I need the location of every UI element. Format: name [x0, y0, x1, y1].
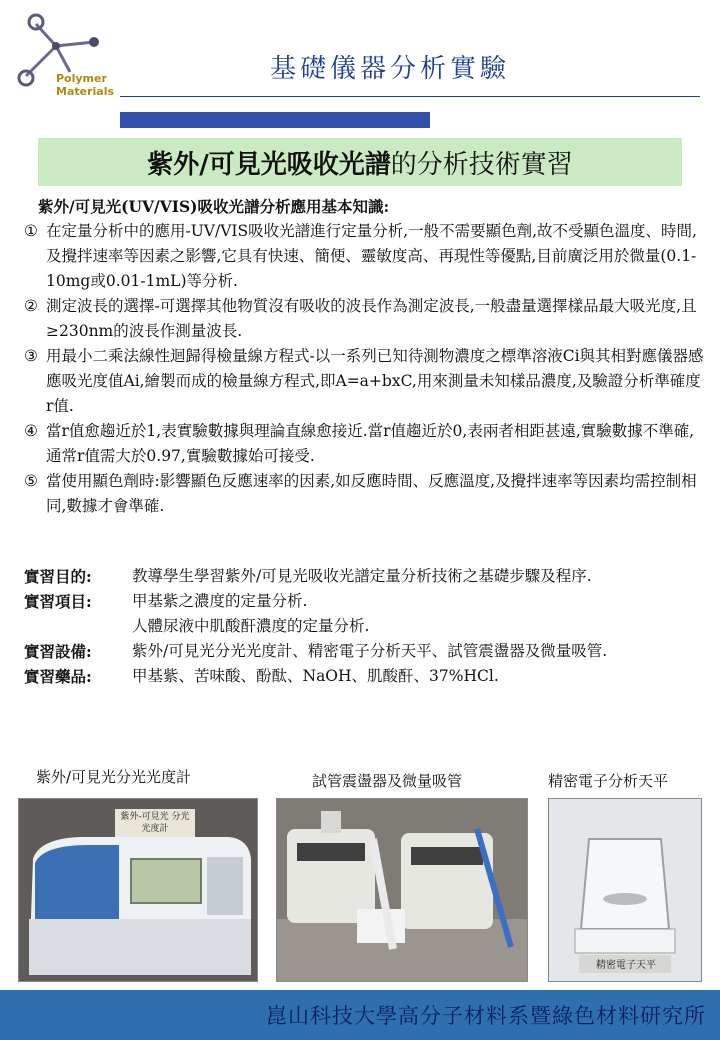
caption-spectrophotometer: 紫外/可見光分光光度計 — [36, 768, 192, 786]
knowledge-item — [24, 294, 704, 344]
knowledge-item — [24, 219, 704, 294]
balance-photo — [548, 798, 702, 982]
info-purpose — [24, 564, 704, 589]
info-value — [132, 639, 704, 664]
item-text: 當r值愈趨近於1,表實驗數據與理論直線愈接近.當r值趨近於0,表兩者相距甚遠,實驗數據不準確,通常r值需大於0.97,實驗數據始可接受. — [46, 422, 695, 465]
page-title: 基礎儀器分析實驗 — [269, 54, 510, 84]
balance-tag: 精密電子天平 — [596, 960, 656, 971]
info-label: 實習項目: — [24, 592, 92, 611]
info-value — [132, 664, 704, 689]
course-info — [24, 564, 704, 689]
spectrophotometer-photo — [18, 798, 258, 982]
logo-text — [56, 72, 114, 98]
info-label: 實習設備: — [24, 642, 92, 661]
item-number: ① — [24, 222, 38, 240]
info-reagents — [24, 664, 704, 689]
info-line: 甲基紫、苦味酸、酚酞、NaOH、肌酸酐、37%HCl. — [132, 667, 499, 685]
info-line: 甲基紫之濃度的定量分析. — [132, 592, 308, 610]
info-label: 實習藥品: — [24, 667, 92, 686]
knowledge-item — [24, 469, 704, 519]
item-text: 在定量分析中的應用-UV/VIS吸收光譜進行定量分析,一般不需要顯色劑,故不受顯色溫度、時間,及攪拌速率等因素之影響,它具有快速、簡便、靈敏度高、再現性等優點,目前廣泛用於微量(0.1-10mg或0.01-1mL)等分析. — [46, 222, 697, 290]
item-number: ② — [24, 297, 38, 315]
shaker-photo — [276, 798, 528, 982]
subtitle-banner — [38, 138, 682, 186]
knowledge-item — [24, 344, 704, 419]
balance-image — [549, 799, 701, 981]
knowledge-section — [24, 194, 704, 519]
title-accent-bar — [120, 112, 430, 128]
info-label: 實習目的: — [24, 567, 92, 586]
footer-institution: 崑山科技大學高分子材料系暨綠色材料研究所 — [266, 1004, 706, 1028]
info-line: 人體尿液中肌酸酐濃度的定量分析. — [132, 617, 370, 635]
info-equipment — [24, 639, 704, 664]
item-number: ⑤ — [24, 472, 38, 490]
subtitle-normal: 的分析技術實習 — [390, 149, 573, 180]
item-text: 當使用顯色劑時:影響顯色反應速率的因素,如反應時間、反應溫度,及攪拌速率等因素均需控制相同,數據才會準確. — [46, 472, 697, 515]
title-divider — [120, 96, 700, 97]
item-number: ④ — [24, 422, 38, 440]
spectrophotometer-tag: 紫外-可見光 分光光度計 — [120, 812, 190, 834]
logo-line1: Polymer — [56, 72, 107, 85]
logo-line2: Materials — [56, 85, 115, 98]
knowledge-item — [24, 419, 704, 469]
info-value — [132, 589, 704, 639]
item-text: 測定波長的選擇-可選擇其他物質沒有吸收的波長作為測定波長,一般盡量選擇樣品最大吸光度,且 ≥230nm的波長作測量波長. — [46, 297, 697, 340]
caption-balance: 精密電子分析天平 — [548, 772, 669, 790]
info-line: 紫外/可見光分光光度計、精密電子分析天平、試管震盪器及微量吸管. — [132, 642, 608, 660]
info-items — [24, 589, 704, 639]
footer-bar — [0, 990, 720, 1040]
info-value — [132, 564, 704, 589]
shaker-image — [277, 799, 527, 981]
info-line: 教導學生學習紫外/可見光吸收光譜定量分析技術之基礎步驟及程序. — [132, 567, 592, 585]
item-number: ③ — [24, 347, 38, 365]
knowledge-heading: 紫外/可見光(UV/VIS)吸收光譜分析應用基本知識: — [38, 197, 390, 216]
item-text: 用最小二乘法線性迴歸得檢量線方程式-以一系列已知待測物濃度之標準溶液Ci與其相對應儀器感應吸光度值Ai,繪製而成的檢量線方程式,即A=a+bxC,用來測量未知樣品濃度,及驗證分析準確度r值. — [46, 347, 704, 415]
subtitle-bold: 紫外/可見光吸收光譜 — [147, 149, 391, 180]
caption-shaker: 試管震盪器及微量吸管 — [312, 772, 463, 790]
